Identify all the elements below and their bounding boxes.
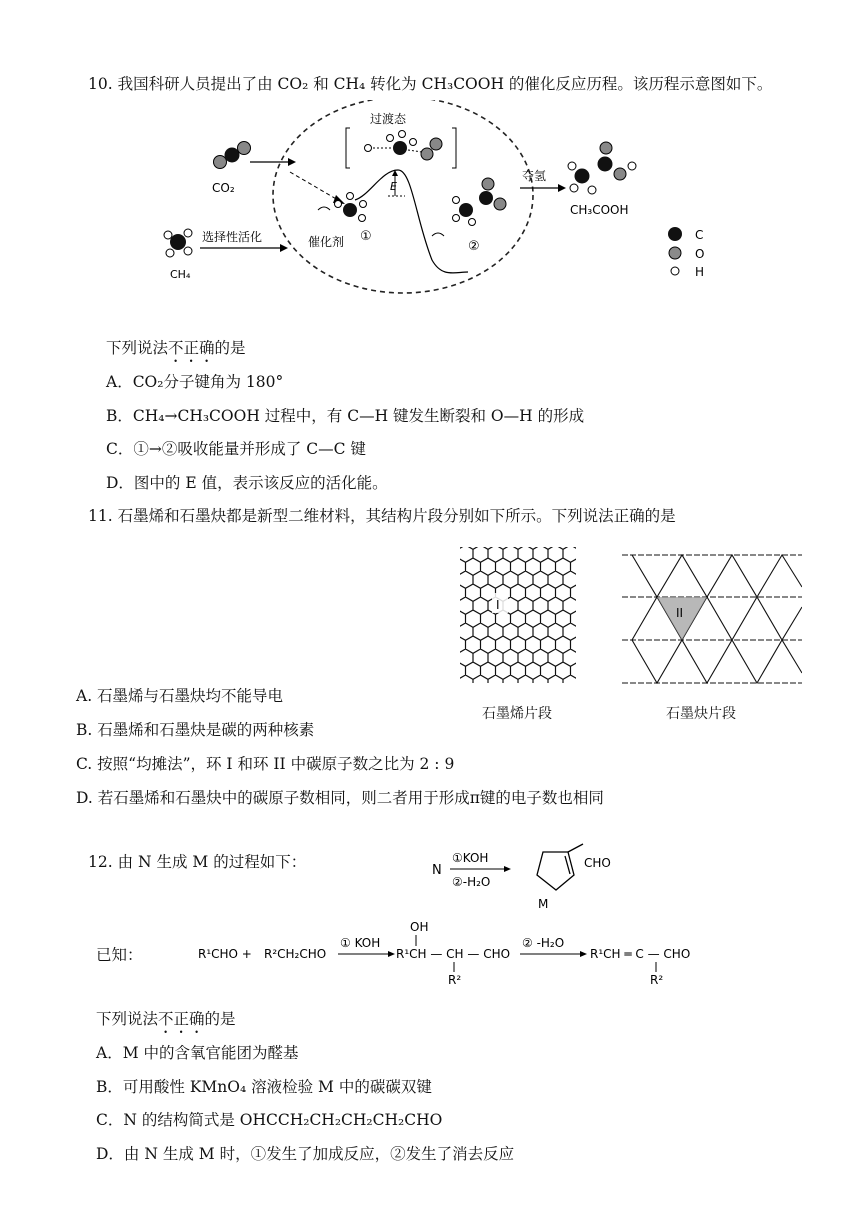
ch4-label: CH₄: [170, 268, 191, 281]
q12-option-a[interactable]: A．M 中的含氧官能团为醛基: [96, 1044, 299, 1062]
q12-prompt: 下列说法不正确的是: [96, 1010, 236, 1028]
co2-dashed-arrow: [290, 172, 338, 200]
selective-activation-label: 选择性活化: [202, 230, 263, 244]
q12-number: 12.: [88, 853, 113, 871]
known-oh: OH: [410, 920, 429, 934]
graphyne-caption: 石墨炔片段: [666, 706, 736, 722]
legend-h-label: H: [695, 265, 705, 279]
q10-reaction-diagram: [150, 100, 730, 305]
known-r2-sub: R²: [448, 973, 462, 987]
legend-h-swatch: [671, 267, 679, 275]
q11-option-d[interactable]: D. 若石墨烯和石墨炔中的碳原子数相同，则二者用于形成π键的电子数也相同: [76, 789, 604, 807]
co2-molecule: [214, 142, 251, 169]
cyclopentene-ring: [537, 852, 574, 890]
acetic-acid-molecule: [568, 142, 636, 194]
q10-option-b[interactable]: B．CH₄→CH₃COOH 过程中，有 C—H 键发生断裂和 O—H 的形成: [106, 407, 585, 425]
m-label: M: [538, 897, 549, 911]
q11-stem: [88, 504, 676, 526]
q12-option-b[interactable]: B．可用酸性 KMnO₄ 溶液检验 M 中的碳碳双键: [96, 1078, 432, 1096]
scheme-cond2: ②-H₂O: [452, 875, 491, 889]
q10-stem: [88, 72, 772, 94]
graphene-caption: 石墨烯片段: [482, 706, 552, 722]
ch4-molecule: [164, 229, 192, 257]
q11-option-b[interactable]: B. 石墨烯和石墨炔是碳的两种核素: [76, 721, 315, 739]
e-label: E: [390, 180, 397, 193]
known-reaction: [196, 918, 716, 988]
catalyst-label: 催化剂: [308, 235, 345, 249]
known-label: 已知：: [96, 946, 143, 964]
q10-option-c[interactable]: C．①→②吸收能量并形成了 C—C 键: [106, 440, 366, 458]
known-cond1: ① KOH: [340, 936, 381, 950]
q12-stem-text: 由 N 生成 M 的过程如下：: [117, 853, 307, 871]
n-label: N: [432, 863, 442, 878]
q11-option-c[interactable]: C. 按照“均摊法”，环 I 和环 II 中碳原子数之比为 2 : 9: [76, 755, 455, 773]
q10-option-d[interactable]: D．图中的 E 值，表示该反应的活化能。: [106, 474, 388, 492]
q11-option-a[interactable]: A. 石墨烯与石墨炔均不能导电: [76, 687, 284, 705]
atom-legend: [668, 227, 704, 279]
catalyst-surface-1: [318, 207, 330, 210]
q11-number: 11.: [88, 507, 113, 525]
q12-scheme: [428, 840, 648, 915]
known-r1cho: R¹CHO +: [198, 947, 252, 961]
legend-c-label: C: [695, 228, 704, 242]
known-cond2: ② -H₂O: [522, 936, 565, 950]
step2-marker: ②: [468, 239, 480, 254]
scheme-cond1: ①KOH: [452, 851, 489, 865]
dehydrogenation-label: 夺氢: [522, 169, 547, 183]
q10-prompt: 下列说法不正确的是: [106, 339, 246, 357]
product-label: CH₃COOH: [570, 203, 629, 217]
graphyne-figure: [622, 545, 802, 690]
ring-i-label: I: [496, 598, 500, 612]
transition-state-molecule: [365, 131, 443, 161]
known-mid: R¹CH — CH — CHO: [396, 947, 511, 961]
legend-o-swatch: [669, 247, 681, 259]
ring-ii-label: II: [676, 606, 684, 620]
graphene-figure: [458, 545, 578, 685]
q12-option-d[interactable]: D．由 N 生成 M 时，①发生了加成反应，②发生了消去反应: [96, 1145, 515, 1163]
co2-label: CO₂: [212, 181, 235, 195]
step1-marker: ①: [360, 229, 372, 244]
q11-stem-text: 石墨烯和石墨炔都是新型二维材料，其结构片段分别如下所示。下列说法正确的是: [117, 507, 676, 525]
energy-curve: [355, 170, 468, 273]
q10-number: 10.: [88, 75, 113, 93]
graphyne-lattice: [622, 555, 802, 683]
legend-o-label: O: [695, 247, 705, 261]
q12-option-c[interactable]: C．N 的结构简式是 OHCCH₂CH₂CH₂CH₂CHO: [96, 1111, 443, 1129]
q12-stem: [88, 850, 306, 872]
transition-state-label: 过渡态: [370, 112, 407, 126]
legend-c-swatch: [668, 227, 682, 241]
cho-label: CHO: [584, 856, 611, 870]
graphene-lattice: [460, 547, 576, 683]
known-prod: R¹CH ═ C — CHO: [590, 947, 691, 961]
q10-option-a[interactable]: A．CO₂分子键角为 180°: [106, 373, 284, 391]
reaction-boundary-ellipse: [273, 100, 533, 293]
intermediate-2: [453, 178, 507, 226]
known-prod-r2: R²: [650, 973, 664, 987]
q10-stem-text: 我国科研人员提出了由 CO₂ 和 CH₄ 转化为 CH₃COOH 的催化反应历程。该历程示意图如下。: [117, 75, 773, 93]
known-r2: R²CH₂CHO: [264, 947, 327, 961]
